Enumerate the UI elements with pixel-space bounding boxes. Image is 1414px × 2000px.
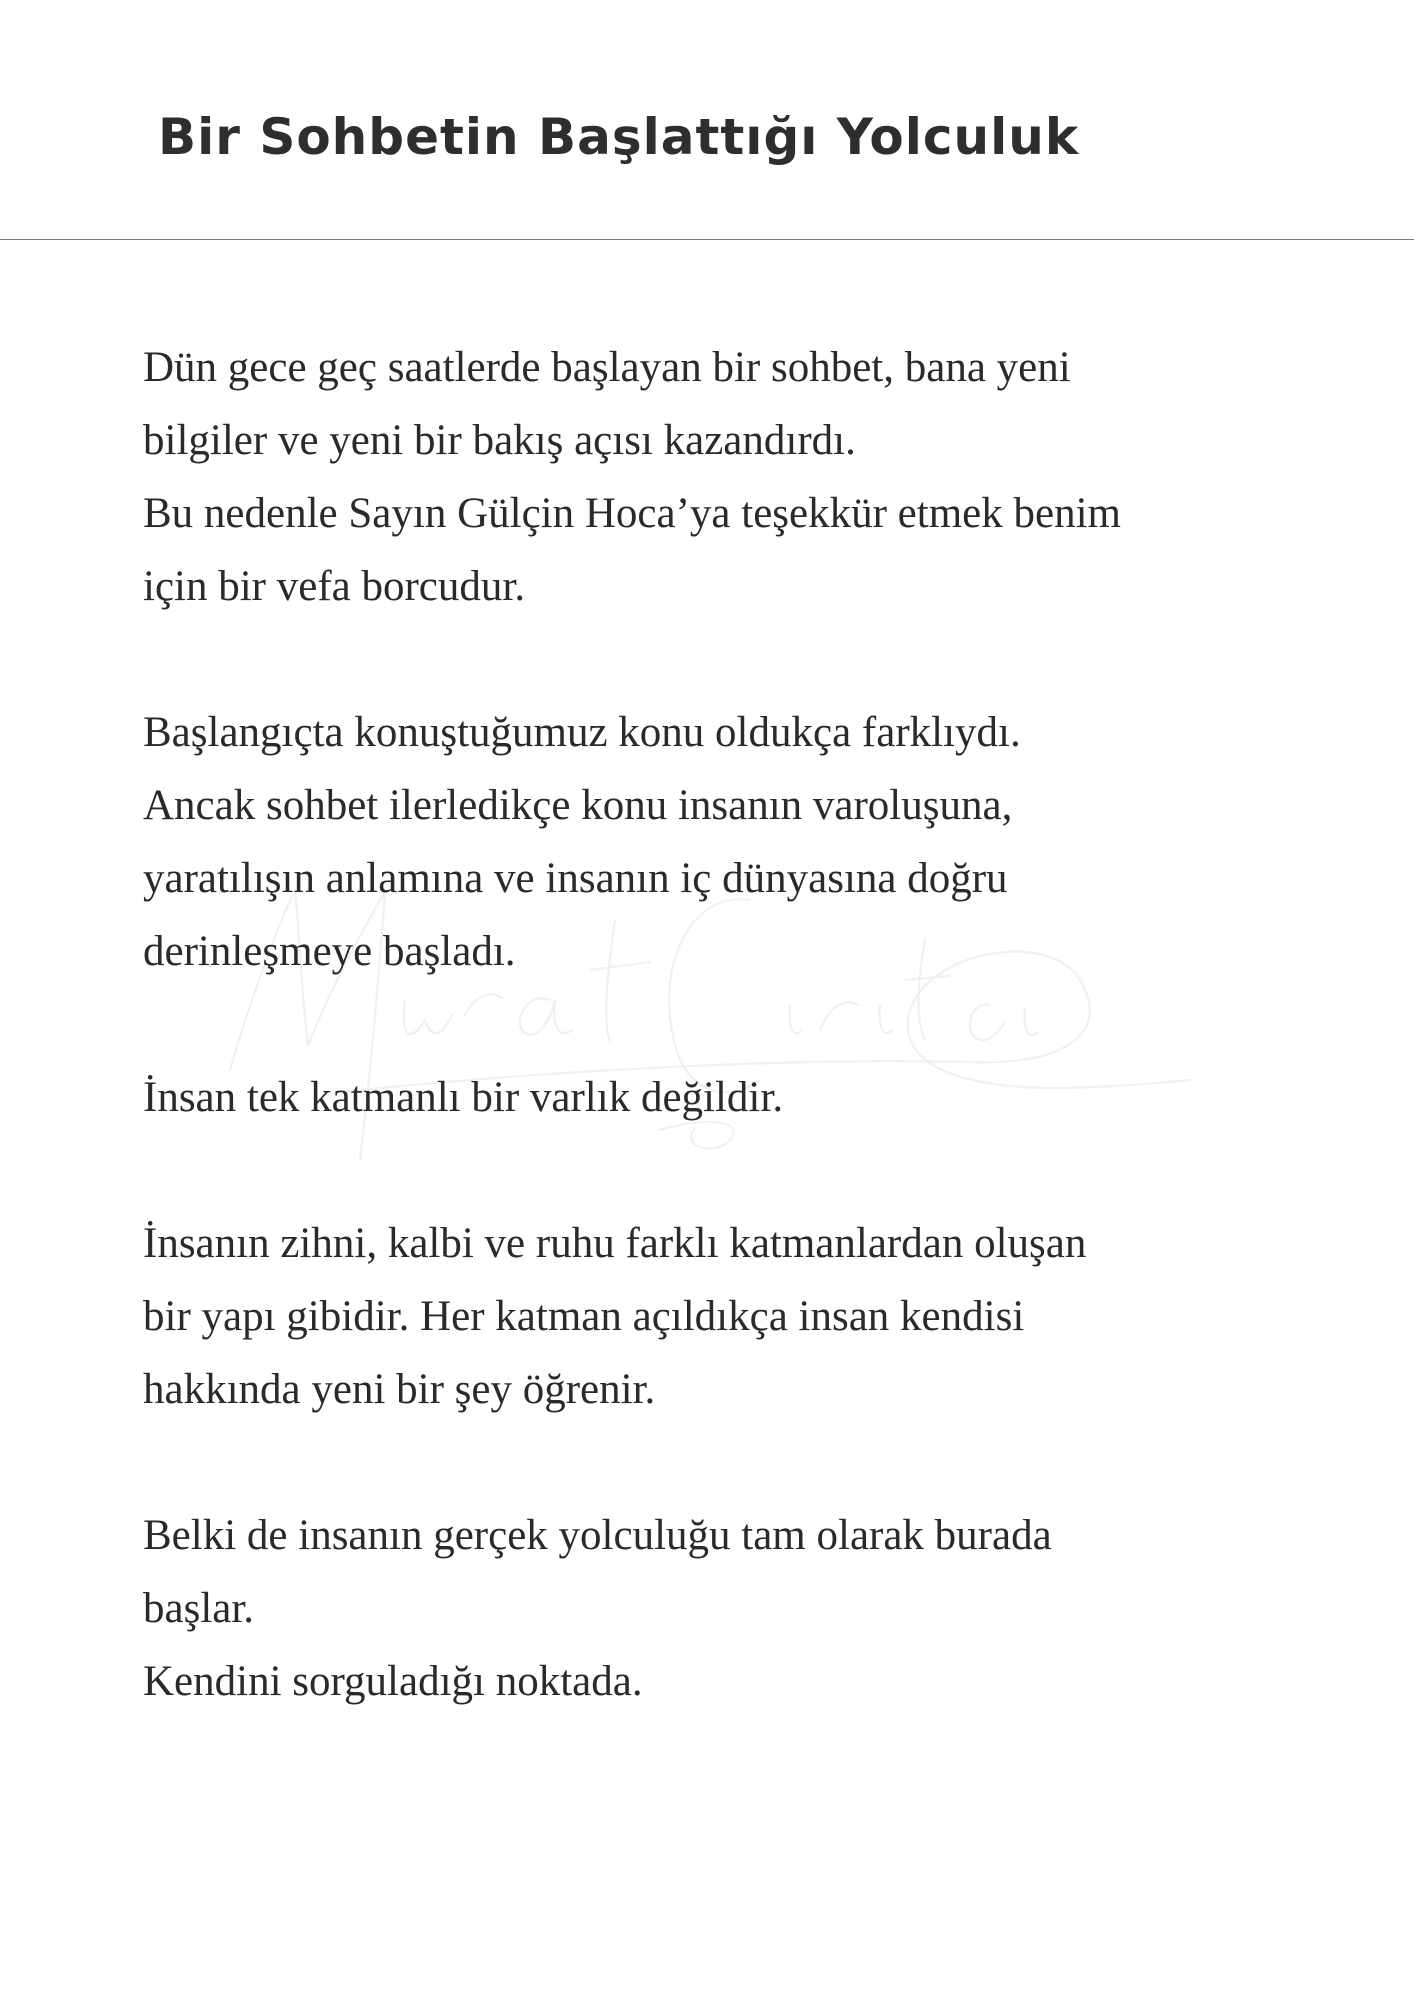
- text-line: hakkında yeni bir şey öğrenir.: [143, 1366, 656, 1413]
- header-divider: [0, 239, 1414, 240]
- text-line: Belki de insanın gerçek yolculuğu tam olarak burada: [143, 1512, 1052, 1559]
- text-line: Bu nedenle Sayın Gülçin Hoca’ya teşekkür etmek benim: [143, 490, 1121, 537]
- text-line: Dün gece geç saatlerde başlayan bir sohbet, bana yeni: [143, 344, 1071, 391]
- text-line: derinleşmeye başladı.: [143, 928, 516, 975]
- paragraph: [143, 331, 1273, 623]
- text-line: yaratılışın anlamına ve insanın iç dünyasına doğru: [143, 855, 1008, 902]
- text-line: bilgiler ve yeni bir bakış açısı kazandırdı.: [143, 417, 856, 464]
- text-line: Başlangıçta konuştuğumuz konu oldukça farklıydı.: [143, 709, 1021, 756]
- text-line: başlar.: [143, 1585, 255, 1632]
- text-line: İnsan tek katmanlı bir varlık değildir.: [143, 1074, 784, 1121]
- article-body: [143, 331, 1273, 1791]
- paragraph: [143, 1061, 1273, 1134]
- paragraph: [143, 696, 1273, 988]
- paragraph: [143, 1499, 1273, 1718]
- text-line: Ancak sohbet ilerledikçe konu insanın varoluşuna,: [143, 782, 1013, 829]
- text-line: bir yapı gibidir. Her katman açıldıkça insan kendisi: [143, 1293, 1025, 1340]
- text-line: Kendini sorguladığı noktada.: [143, 1658, 643, 1705]
- text-line: için bir vefa borcudur.: [143, 563, 526, 610]
- text-line: İnsanın zihni, kalbi ve ruhu farklı katmanlardan oluşan: [143, 1220, 1087, 1267]
- paragraph: [143, 1207, 1273, 1426]
- page-title: Bir Sohbetin Başlattığı Yolculuk: [158, 108, 1080, 166]
